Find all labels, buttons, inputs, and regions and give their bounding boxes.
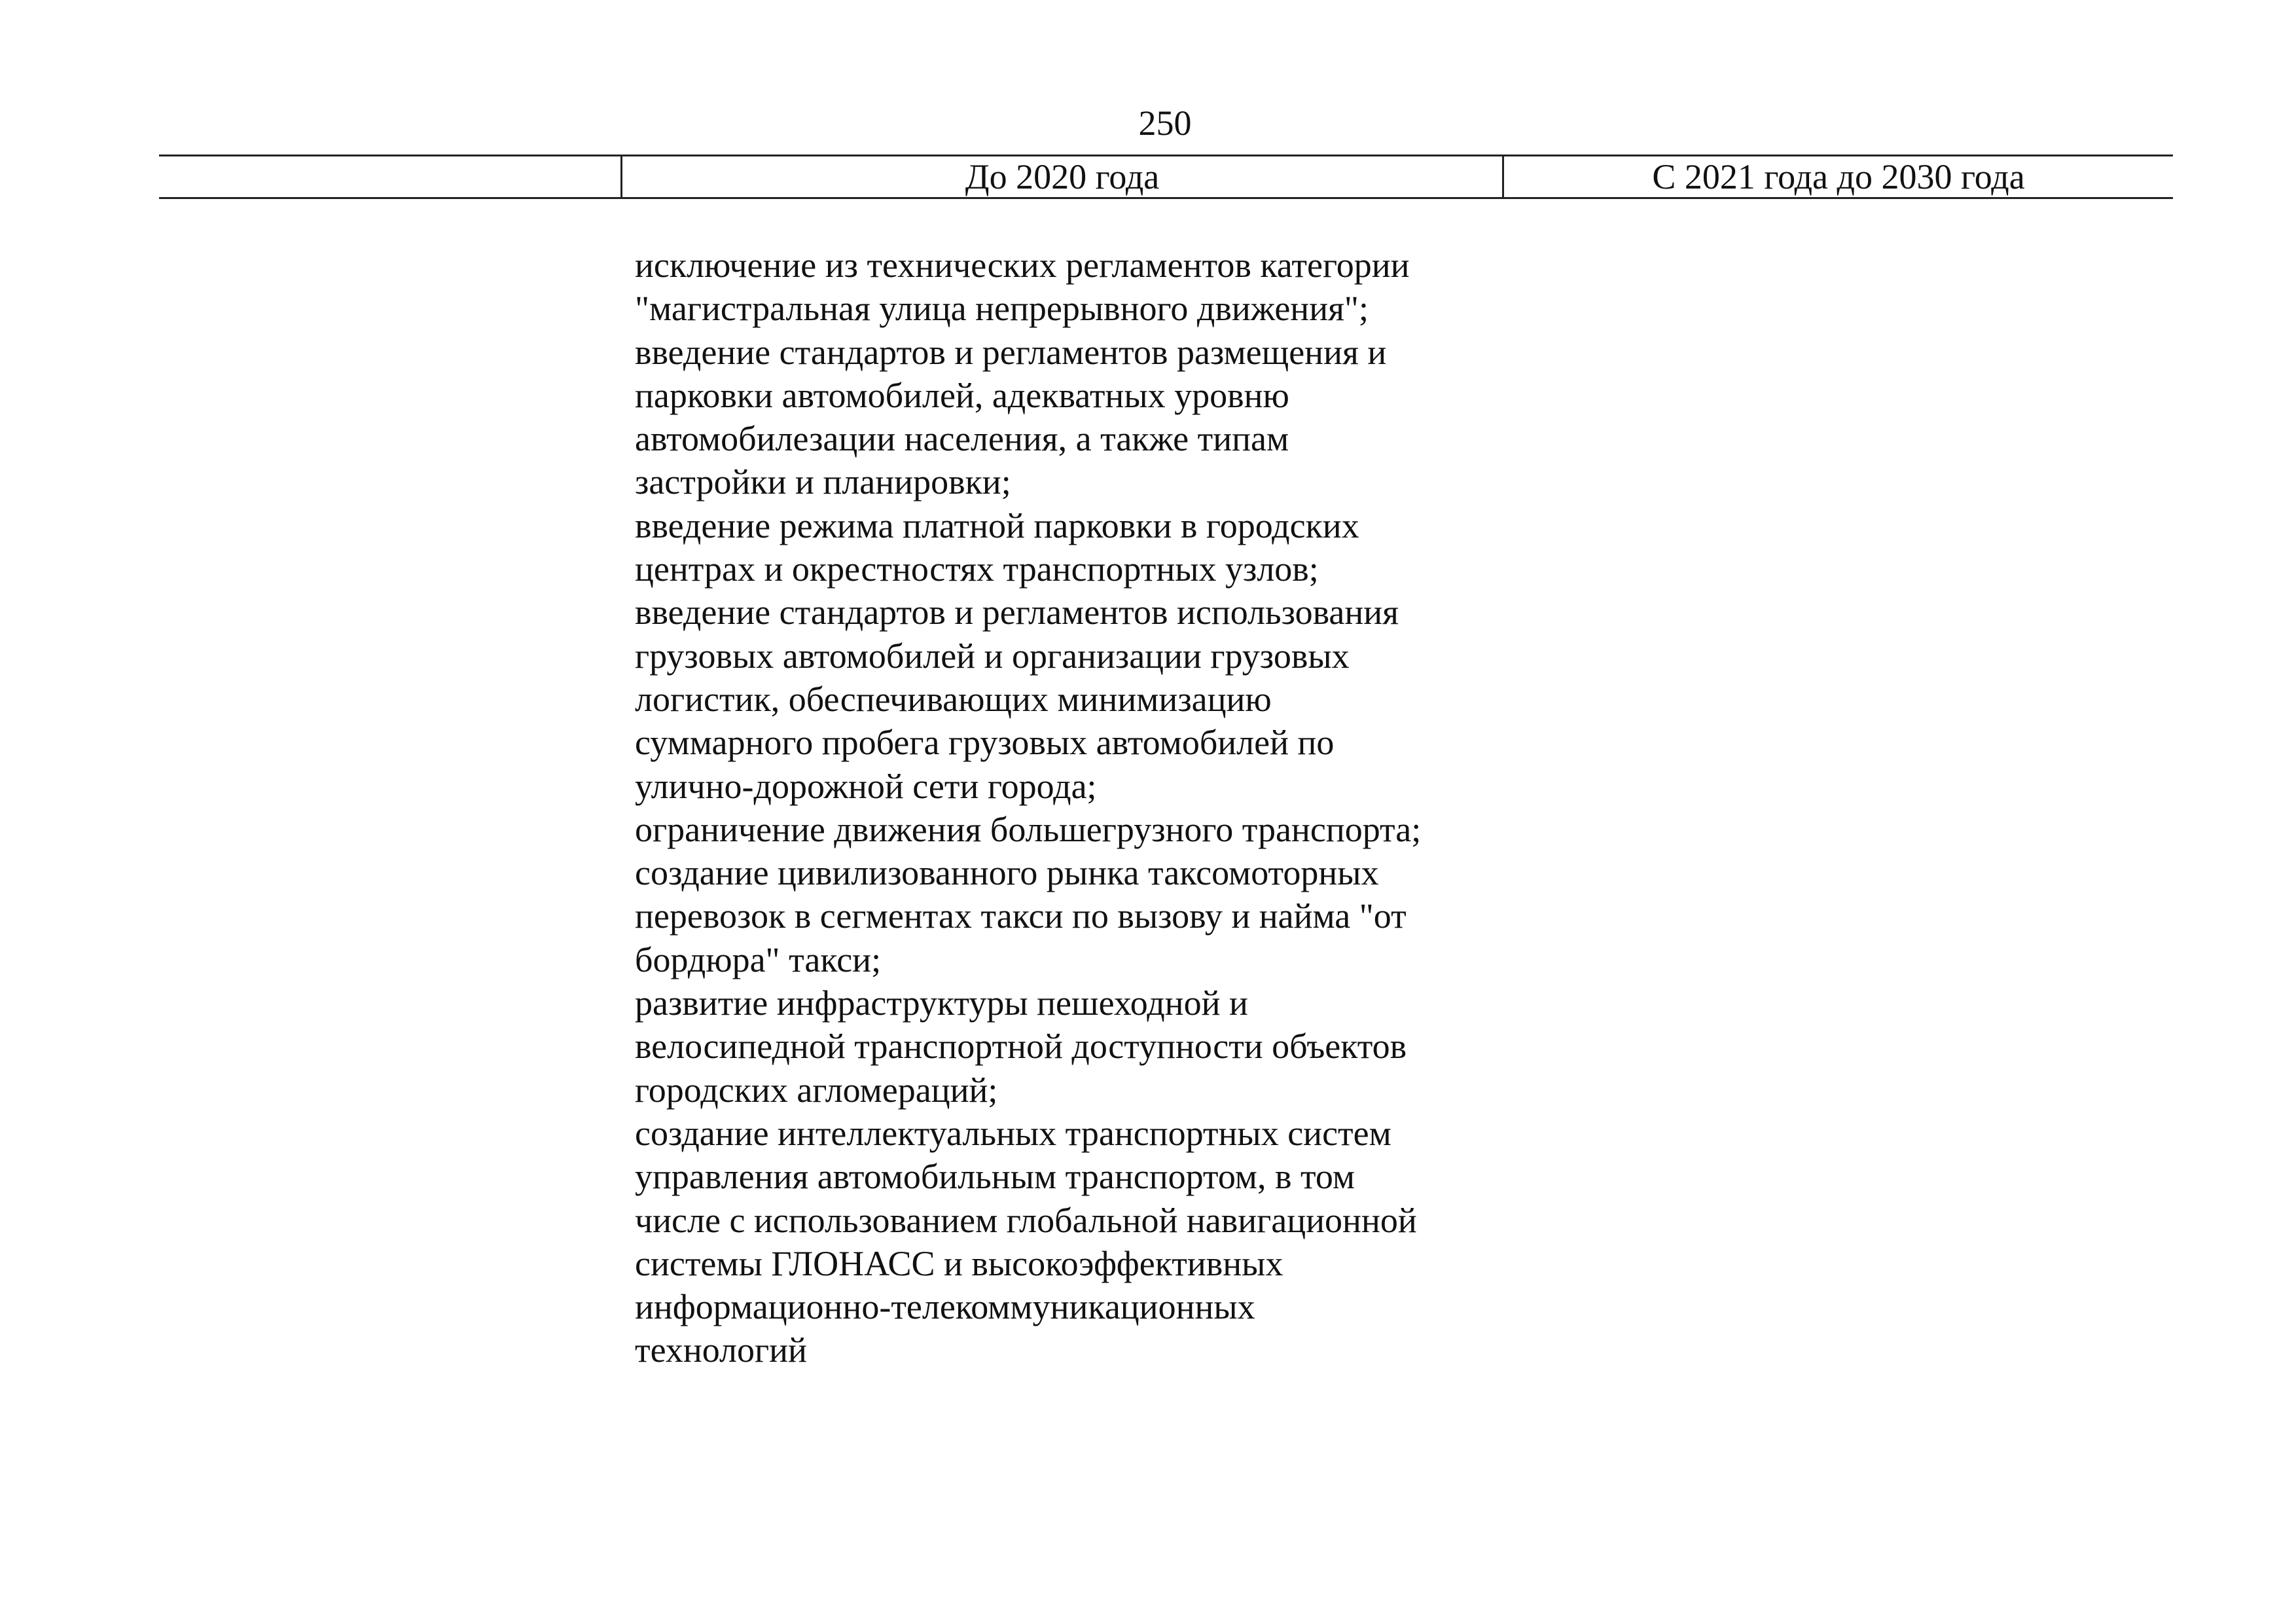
text-line: управления автомобильным транспортом, в том [635, 1157, 1355, 1197]
text-line: застройки и планировки; [635, 462, 1011, 502]
page-number: 250 [1138, 103, 1192, 143]
text-line: центрах и окрестностях транспортных узлов; [635, 549, 1319, 589]
header-cell-until-2020: До 2020 года [620, 156, 1502, 197]
table-header [159, 155, 2173, 199]
text-line: системы ГЛОНАСС и высокоэффективных [635, 1243, 1283, 1283]
text-line: грузовых автомобилей и организации грузовых [635, 636, 1350, 676]
text-line: числе с использованием глобальной навигационной [635, 1200, 1417, 1240]
text-line: ограничение движения большегрузного транспорта; [635, 809, 1422, 849]
measures-text [635, 244, 1551, 1372]
text-line: перевозок в сегментах такси по вызову и найма "от [635, 896, 1407, 936]
text-line: "магистральная улица непрерывного движения"; [635, 289, 1369, 329]
text-line: велосипедной транспортной доступности объектов [635, 1027, 1407, 1067]
text-line: введение стандартов и регламентов размещения и [635, 332, 1387, 372]
text-line: городских агломераций; [635, 1070, 998, 1110]
text-line: логистик, обеспечивающих минимизацию [635, 679, 1272, 719]
text-line: введение стандартов и регламентов использования [635, 593, 1399, 632]
text-line: информационно-телекоммуникационных [635, 1287, 1255, 1327]
text-line: развитие инфраструктуры пешеходной и [635, 983, 1248, 1023]
text-line: введение режима платной парковки в городских [635, 505, 1359, 545]
text-line: суммарного пробега грузовых автомобилей по [635, 723, 1335, 763]
header-cell-empty [159, 156, 620, 197]
text-line: технологий [635, 1330, 807, 1370]
text-line: исключение из технических регламентов категории [635, 246, 1410, 285]
text-line: автомобилезации населения, а также типам [635, 419, 1289, 459]
header-cell-2021-2030: С 2021 года до 2030 года [1502, 156, 2173, 197]
text-line: парковки автомобилей, адекватных уровню [635, 375, 1289, 415]
text-line: создание интеллектуальных транспортных систем [635, 1113, 1391, 1153]
text-line: бордюра" такси; [635, 939, 882, 979]
text-line: создание цивилизованного рынка таксомоторных [635, 853, 1379, 893]
text-line: улично-дорожной сети города; [635, 766, 1097, 806]
